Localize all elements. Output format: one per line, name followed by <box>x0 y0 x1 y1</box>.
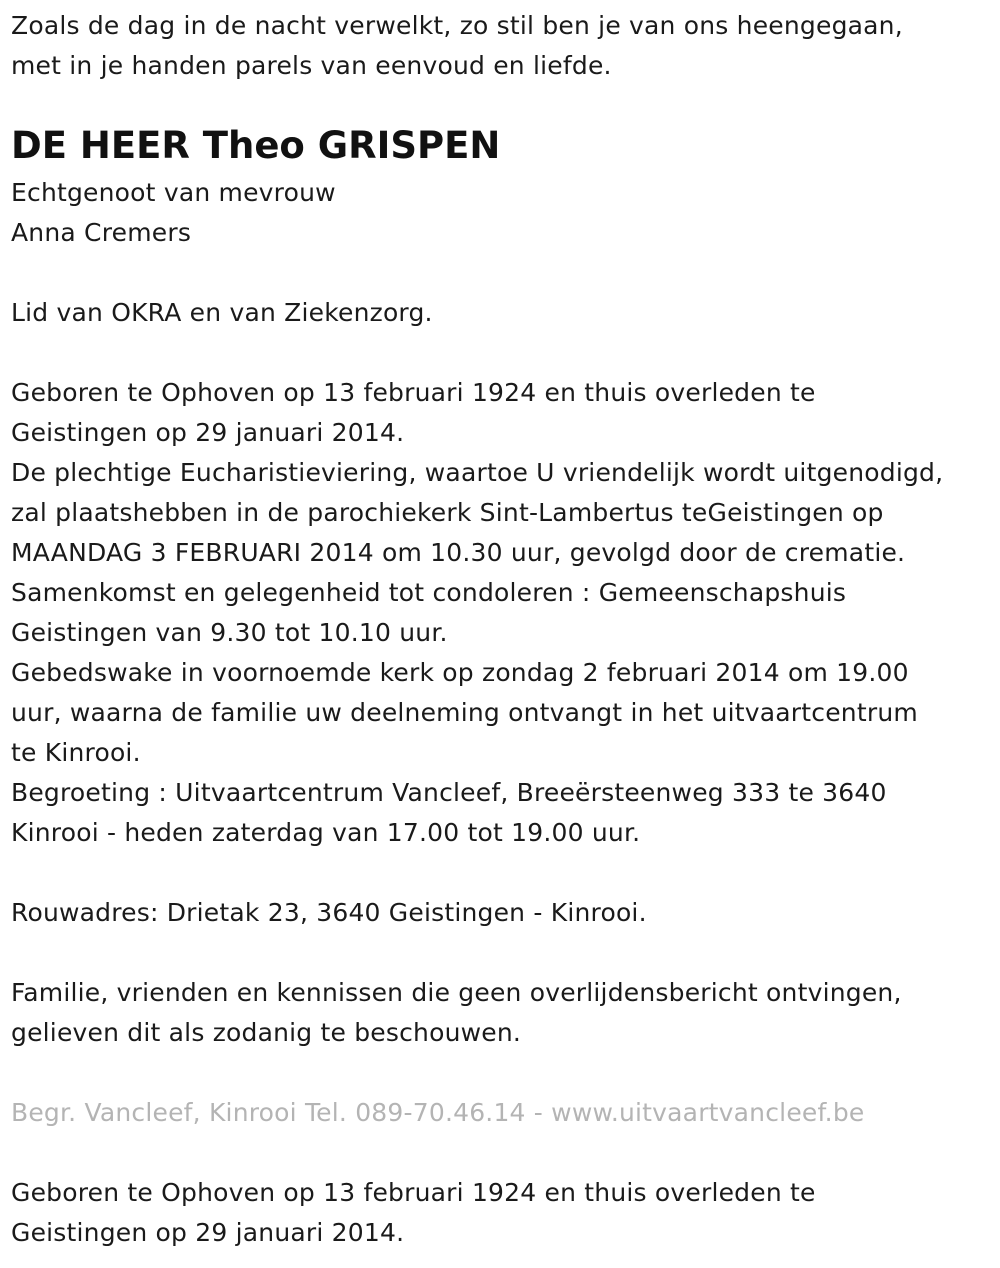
details-line: Gebedswake in voornoemde kerk op zondag 2 februari 2014 om 19.00 <box>11 658 909 687</box>
spouse-line: Anna Cremers <box>11 218 192 247</box>
footer-line: Begr. Vancleef, Kinrooi Tel. 089-70.46.14 - www.uitvaartvancleef.be <box>11 1098 865 1127</box>
details-line: Geistingen van 9.30 tot 10.10 uur. <box>11 618 448 647</box>
family-notice-line: Familie, vrienden en kennissen die geen overlijdensbericht ontvingen, <box>11 978 902 1007</box>
details-line: Begroeting : Uitvaartcentrum Vancleef, Breeërsteenweg 333 te 3640 <box>11 778 887 807</box>
deceased-name: DE HEER Theo GRISPEN <box>11 124 501 167</box>
repeat-line: Geboren te Ophoven op 13 februari 1924 en thuis overleden te <box>11 1178 816 1207</box>
repeat-birth-death <box>11 1173 816 1253</box>
details-line: Geboren te Ophoven op 13 februari 1924 en thuis overleden te <box>11 378 816 407</box>
membership <box>11 293 433 333</box>
verse-line: met in je handen parels van eenvoud en liefde. <box>11 51 612 80</box>
spouse-line: Echtgenoot van mevrouw <box>11 178 336 207</box>
details-line: MAANDAG 3 FEBRUARI 2014 om 10.30 uur, gevolgd door de crematie. <box>11 538 906 567</box>
details-line: Kinrooi - heden zaterdag van 17.00 tot 19.00 uur. <box>11 818 641 847</box>
address-line: Rouwadres: Drietak 23, 3640 Geistingen - Kinrooi. <box>11 898 647 927</box>
details-line: Geistingen op 29 januari 2014. <box>11 418 405 447</box>
details-line: te Kinrooi. <box>11 738 141 767</box>
details-line: zal plaatshebben in de parochiekerk Sint-Lambertus teGeistingen op <box>11 498 884 527</box>
verse-line: Zoals de dag in de nacht verwelkt, zo stil ben je van ons heengegaan, <box>11 11 903 40</box>
membership-line: Lid van OKRA en van Ziekenzorg. <box>11 298 433 327</box>
funeral-details <box>11 373 943 853</box>
spouse-info <box>11 173 336 253</box>
mourning-address <box>11 893 647 933</box>
verse <box>11 6 903 86</box>
funeral-home-footer <box>11 1093 864 1133</box>
details-line: De plechtige Eucharistieviering, waartoe U vriendelijk wordt uitgenodigd, <box>11 458 944 487</box>
family-notice <box>11 973 902 1053</box>
family-notice-line: gelieven dit als zodanig te beschouwen. <box>11 1018 522 1047</box>
repeat-line: Geistingen op 29 januari 2014. <box>11 1218 405 1247</box>
details-line: Samenkomst en gelegenheid tot condoleren : Gemeenschapshuis <box>11 578 847 607</box>
details-line: uur, waarna de familie uw deelneming ontvangt in het uitvaartcentrum <box>11 698 918 727</box>
